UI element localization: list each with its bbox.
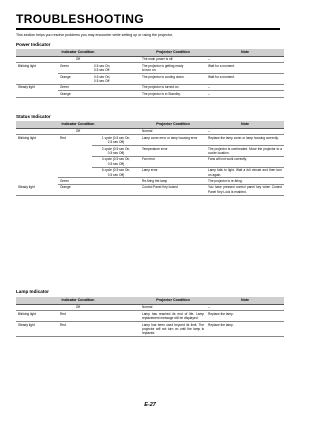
projector-cell: Lamp cover error or lamp housing error [140,135,206,146]
projector-cell: Re-firing the lamp [140,178,206,184]
timing-text: 0.5 sec Off) [107,150,125,155]
lamp-indicator-heading: Lamp Indicator [16,289,49,294]
note-cell: – [206,128,284,134]
projector-cell: Lamp has been used beyond its limit. The projector will not turn on until the lamp is replaced. [142,322,205,336]
note-cell: – [206,91,284,97]
timing-cell [92,135,140,146]
projector-cell: The projector is in Standby. [140,91,206,97]
indicator-cell: Off [16,128,140,134]
timing-text: 6 cycle (0.5 sec On, [101,168,131,173]
note-cell: Wait for a moment. [206,74,284,85]
projector-cell: Fan error [140,156,206,167]
indicator-cell: Off [16,56,140,62]
projector-cell: Lamp has reached its end of life. Lamp replacement message will be displayed. [142,311,205,321]
table-header-row [16,297,284,304]
projector-cell: Lamp error [140,167,206,178]
projector-cell: Normal [140,128,206,134]
projector-cell: The projector is cooling down. [140,74,206,85]
color-cell: Green [58,63,92,74]
timing-text: 0.5 sec On, [94,63,111,68]
color-cell: Orange [58,184,140,195]
timing-text: 0.5 sec On, [94,74,111,79]
projector-cell: Normal [140,304,206,310]
header-note: Note [206,49,284,56]
header-indicator-condition: Indicator Condition [16,297,140,304]
status-indicator-table [16,121,284,196]
timing-cell [92,146,140,157]
table-row [16,322,284,337]
indicator-cell: Blinking light [18,135,36,140]
projector-cell: The projector is turned on. [140,84,206,90]
note-cell: Lamp fails to light. Wait a full minute and then turn on again. [208,168,283,177]
note-cell: The projector is overheated. Move the projector to a cooler location. [208,146,283,155]
note-cell: Replace the lamp. [206,311,284,322]
timing-text: 2 cycle (0.5 sec On, [101,146,131,151]
note-cell: Wait for a moment. [206,63,284,74]
table-header-row [16,121,284,128]
timing-text: 4 cycle (0.5 sec On, [101,157,131,162]
header-indicator-condition: Indicator Condition [16,49,140,56]
timing-cell [92,63,140,74]
projector-cell: Temperature error [140,146,206,157]
table-row [16,63,284,74]
color-cell: Green [58,84,140,90]
timing-text: 0.5 sec Off [94,68,110,73]
projector-text: The projector is getting ready [142,63,184,68]
projector-cell: The main power is off. [140,56,206,62]
timing-text: 1 cycle (0.5 sec On, [101,135,131,140]
timing-text: 0.5 sec Off) [107,172,125,177]
power-indicator-heading: Power Indicator [16,42,51,47]
timing-cell [92,167,140,178]
status-indicator-heading: Status Indicator [16,114,51,119]
intro-text: This section helps you resolve problems you may encounter while setting up or using the projector. [16,33,173,37]
note-cell: – [206,304,284,310]
indicator-cell: Steady light [16,184,58,195]
color-cell: Red [58,322,140,337]
timing-cell [92,156,140,167]
lamp-indicator-table [16,297,284,337]
table-row [16,135,284,146]
note-cell: Replace the lamp. [206,322,284,337]
table-row [16,184,284,195]
note-cell: You have pressed control panel key when Control Panel Key Lock is enabled. [208,185,283,194]
indicator-cell: Steady light [16,84,58,97]
note-cell: – [206,56,284,62]
timing-cell [92,74,140,85]
color-cell: Orange [58,74,92,85]
header-note: Note [206,121,284,128]
header-projector-condition: Projector Condition [140,49,206,56]
page-number: E-27 [144,402,156,408]
note-cell: Replace the lamp cover or lamp housing correctly. [206,135,284,146]
table-header-row [16,49,284,56]
timing-text: 0.5 sec Off) [107,161,125,166]
color-cell: Green [58,178,140,184]
projector-cell [140,63,206,74]
table-row [16,311,284,322]
note-cell: The projector is re-firing. [206,178,284,184]
indicator-cell: Blinking light [16,63,58,85]
indicator-cell: Steady light [16,322,58,337]
header-projector-condition: Projector Condition [140,297,206,304]
header-indicator-condition: Indicator Condition [16,121,140,128]
projector-cell: Control Panel Key locked [140,184,206,195]
note-cell: – [206,84,284,90]
color-cell: Orange [58,91,140,97]
header-projector-condition: Projector Condition [140,121,206,128]
color-cell: Red [58,135,92,178]
page-title: TROUBLESHOOTING [16,12,144,26]
timing-text: 2.5 sec Off) [107,140,125,145]
timing-text: 0.5 sec Off [94,78,110,83]
note-cell: Fans will not work correctly. [206,156,284,167]
power-indicator-table [16,49,284,98]
indicator-cell: Off [16,304,140,310]
indicator-cell: Blinking light [16,311,58,322]
header-note: Note [206,297,284,304]
projector-text: to turn on. [142,68,157,73]
title-underline [16,28,280,30]
color-cell: Red [58,311,140,322]
